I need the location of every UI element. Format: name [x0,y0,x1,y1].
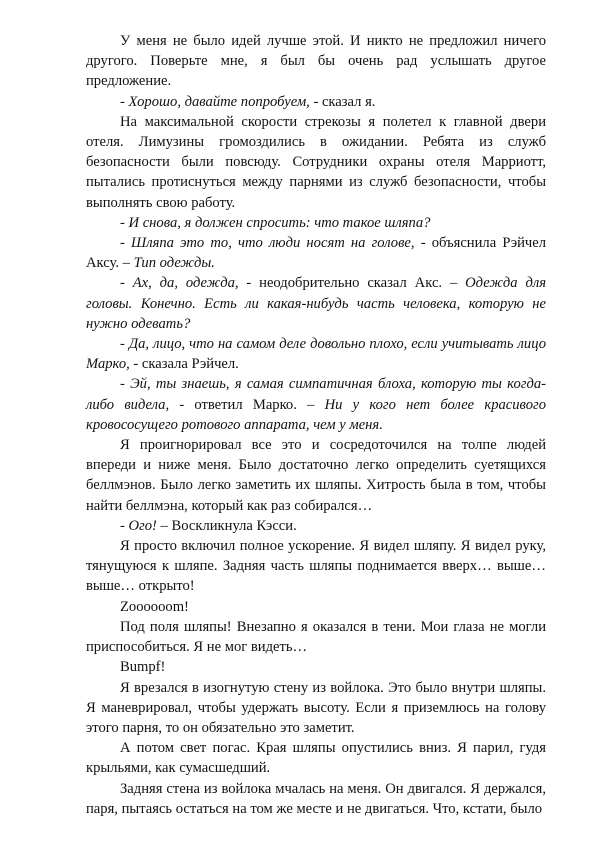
paragraph [86,657,546,677]
text-run: Под поля шляпы! Внезапно я оказался в тени. Мои глаза не могли приспособиться. Я не мог видеть… [86,618,546,656]
text-run: Я врезался в изогнутую стену из войлока. Это было внутри шляпы. Я маневрировал, чтобы удержать высоту. Если я приземлюсь на голову этого парня, то он обязательно это заметит. [86,679,546,736]
text-run: Zoooooom! [120,598,189,615]
italic-text-run: - И снова, я должен спросить: что такое шляпа? [120,214,431,231]
paragraph [86,273,546,334]
paragraph [86,536,546,597]
paragraph [86,617,546,657]
document-text [86,31,546,819]
italic-text-run: - Ого! [120,517,157,534]
paragraph [86,738,546,778]
text-run: Я просто включил полное ускорение. Я видел шляпу. Я видел руку, тянущуюся к шляпе. Задняя часть шляпы поднимается вверх… выше… выше… открыто! [86,538,546,595]
italic-text-run: Одежда для головы. Конечно. Есть ли какая-нибудь часть человека, которую не нужно одевать? [86,275,546,332]
italic-text-run: - Хорошо, давайте попробуем, [120,93,310,110]
paragraph [86,516,546,536]
text-run: У меня не было идей лучше этой. И никто не предложил ничего другого. Поверьте мне, я был бы очень рад услышать другое предложение. [86,33,546,90]
text-run: Bumpf! [120,659,166,676]
paragraph [86,233,546,273]
paragraph [86,213,546,233]
text-run: На максимальной скорости стрекозы я полетел к главной двери отеля. Лимузины громоздились в ожидании. Ребята из служб безопасности были повсюду. Сотрудники охраны отеля Марриотт, пытались протиснуться между парнями из служб безопасности, чтобы выполнять свою работу. [86,113,546,211]
italic-text-run: Тип одежды. [133,255,215,272]
italic-text-run: - Да, лицо, что на самом деле довольно плохо, если учитывать лицо Марко, [86,336,546,373]
text-run: - объяснила Рэйчел Аксу. – [86,235,546,272]
text-run: – Воскликнула Кэсси. [156,517,297,534]
text-run: Задняя стена из войлока мчалась на меня. Он двигался. Я держался, паря, пытаясь остаться на том же месте и не двигаться. Что, кстати, было [86,780,546,817]
italic-text-run: - Шляпа это то, что люди носят на голове, [120,235,415,252]
paragraph [86,374,546,435]
text-run: А потом свет погас. Края шляпы опустились вниз. Я парил, гудя крыльями, как сумасшедший. [86,740,546,777]
paragraph [86,597,546,617]
text-run: - неодобрительно сказал Акс. – [238,275,466,292]
paragraph [86,92,546,112]
text-run: - сказала Рэйчел. [129,356,239,373]
text-run: Я проигнорировал все это и сосредоточился на толпе людей впереди и ниже меня. Было достаточно легко определить суетящихся беллмэнов. Было легко заметить их шляпы. Хитрость была в том, чтобы найти беллмэна, который как раз собирался… [86,437,546,514]
italic-text-run: - Ах, да, одежда, [120,275,239,292]
paragraph [86,779,546,819]
paragraph [86,334,546,374]
italic-text-run: Ни у кого нет более красивого кровососущего ротового аппарата, чем у меня. [86,396,546,433]
text-run: - сказал я. [309,93,376,110]
paragraph [86,31,546,92]
italic-text-run: - Эй, ты знаешь, я самая симпатичная блоха, которую ты когда-либо видела, [86,376,546,413]
text-run: - ответил Марко. – [169,396,325,413]
paragraph [86,435,546,516]
paragraph [86,112,546,213]
paragraph [86,678,546,739]
